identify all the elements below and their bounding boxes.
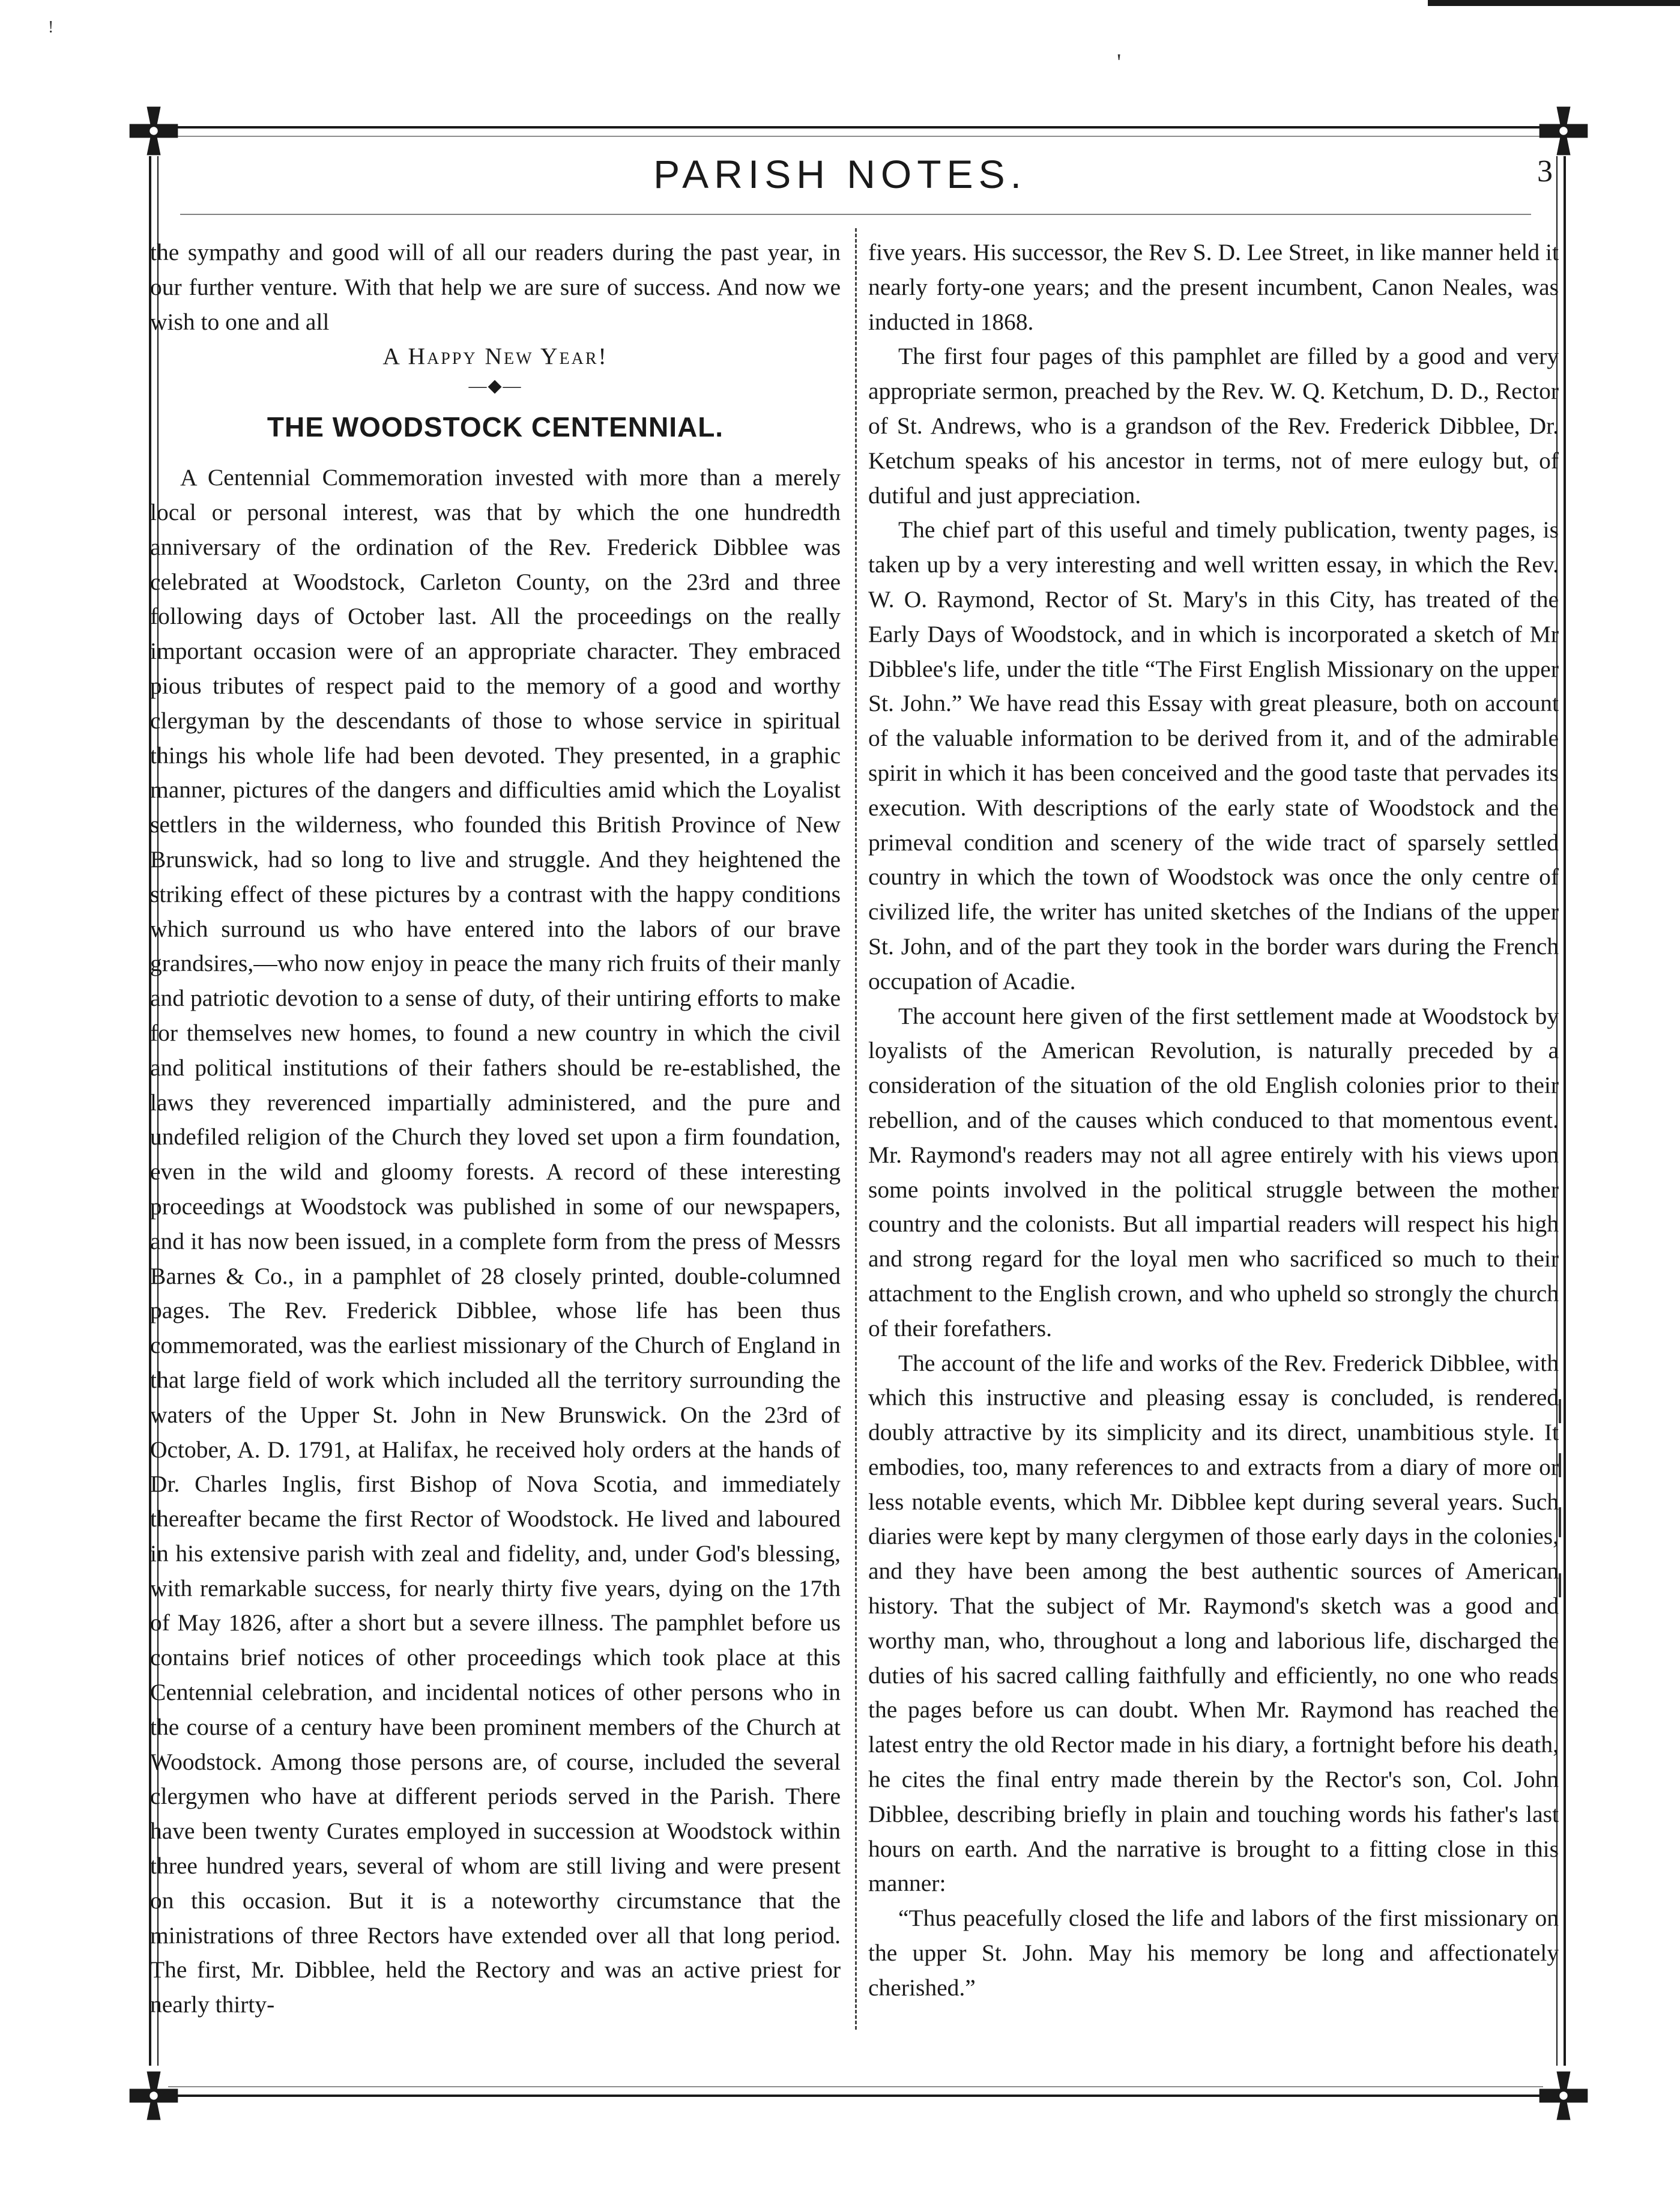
column-divider (855, 228, 857, 2030)
article-heading: THE WOODSTOCK CENTENNIAL. (267, 411, 724, 443)
corner-cross-icon (1535, 2067, 1592, 2125)
right-column (868, 235, 1559, 2031)
frame-bottom-rule (168, 2095, 1543, 2097)
header-rule (180, 214, 1531, 215)
left-column (150, 235, 841, 2031)
paragraph-sermon: The first four pages of this pamphlet are filled by a good and very appropriate sermon, preached by the Rev. W. Q. Ketchum, D. D., Rector of St. Andrews, who is a grandson of the Rev. Frederick Dibblee, Dr. Ketchum speaks of his ancestor in terms, not of mere eulogy but, of dutiful and just appreciation. (868, 343, 1559, 509)
top-edge-bar (1428, 0, 1680, 6)
margin-mark (1559, 1453, 1561, 1477)
frame-right-rule (1564, 156, 1566, 2066)
margin-mark (1559, 1399, 1561, 1423)
ornament-divider: —◆— (468, 376, 522, 396)
page-header-title: PARISH NOTES. (653, 152, 1027, 196)
frame-top-rule-thin (168, 136, 1543, 137)
paragraph-settlement: The account here given of the first settlement made at Woodstock by loyalists of the American Revolution, is naturally preceded by a consideration of the situation of the old English colonies prior to their rebellion, and of the causes which conduced to that momentous event. Mr. Raymond's readers may not all agree entirely with his views upon some points involved in the political struggle between the mother country and the colonists. But all impartial readers will respect his high and strong regard for the loyal men who sacrificed so much to their attachment to the English crown, and who upheld so strongly the church of their forefathers. (868, 1002, 1559, 1341)
frame-bottom-rule-thin (168, 2086, 1543, 2087)
frame-top-rule (168, 126, 1543, 129)
paragraph-essay: The chief part of this useful and timely publication, twenty pages, is taken up by a very interesting and well written essay, in which the Rev. W. O. Raymond, Rector of St. Mary's in this City, has treated of the Early Days of Woodstock, and in which is incorporated a sketch of Mr Dibblee's life, under the title “The First English Missionary on the upper St. John.” We have read this Essay with great pleasure, both on account of the valuable information to be derived from it, and of the admirable spirit in which it has been conceived and the good taste that pervades its execution. With descriptions of the early state of Woodstock and the primeval condition and scenery of the wide tract of sparsely settled country in which the town of Woodstock was once the only centre of civilized life, the writer has united sketches of the Indians of the upper St. John, and of the part they took in the border wars during the French occupation of Acadie. (868, 516, 1559, 994)
corner-cross-icon (125, 2067, 183, 2125)
print-speck: ! (48, 18, 54, 37)
paragraph-continuation: five years. His successor, the Rev S. D. Lee Street, in like manner held it nearly forty-one years; and the present incumbent, Canon Neales, was inducted in 1868. (868, 239, 1559, 335)
page-number: 3 (1537, 154, 1553, 189)
print-speck: ' (1117, 49, 1122, 76)
margin-mark (1559, 1573, 1561, 1597)
closing-quote: “Thus peacefully closed the life and labors of the first missionary on the upper St. John. May his memory be long and affectionately cherished.” (868, 1905, 1559, 2001)
article-body: A Centennial Commemoration invested with more than a merely local or personal interest, was that by which the one hundredth anniversary of the ordination of the Rev. Frederick Dibblee was celebrated at Woodstock, Carleton County, on the 23rd and three following days of October last. All the proceedings on the really important occasion were of an appropriate character. They embraced pious tributes of respect paid to the memory of a good and worthy clergyman by the descendants of those to whose service in spiritual things his whole life had been devoted. They presented, in a graphic manner, pictures of the dangers and difficulties amid which the Loyalist settlers in the wilderness, who founded this British Province of New Brunswick, had so long to live and struggle. And they heightened the striking effect of these pictures by a contrast with the happy conditions which surround us who have entered into the labors of our brave grandsires,—who now enjoy in peace the many rich fruits of their manly and patriotic devotion to a sense of duty, of their untiring efforts to make for themselves new homes, to found a new country in which the civil and political institutions of their fathers should be re-established, the laws they reverenced impartially administered, and the pure and undefiled religion of the Church they loved set upon a firm foundation, even in the wild and gloomy forests. A record of these interesting proceedings at Woodstock was published in some of our newspapers, and it has now been issued, in a complete form from the press of Messrs Barnes & Co., in a pamphlet of 28 closely printed, double-columned pages. The Rev. Frederick Dibblee, whose life has been thus commemorated, was the earliest missionary of the Church of England in that large field of work which included all the territory surrounding the waters of the Upper St. John in New Brunswick. On the 23rd of October, A. D. 1791, at Halifax, he received holy orders at the hands of Dr. Charles Inglis, first Bishop of Nova Scotia, and immediately thereafter became the first Rector of Woodstock. He lived and laboured in his extensive parish with zeal and fidelity, and, under God's blessing, with remarkable success, for nearly thirty five years, dying on the 17th of May 1826, after a short but a severe illness. The pamphlet before us contains brief notices of other proceedings which took place at this Centennial celebration, and incidental notices of other persons who in the course of a century have been prominent members of the Church at Woodstock. Among those persons are, of course, included the several clergymen who have at different periods served in the Parish. There have been twenty Curates employed in succession at Woodstock within three hundred years, several of whom are still living and were present on this occasion. But it is a noteworthy circumstance that the ministrations of three Rectors have extended over all that long period. The first, Mr. Dibblee, held the Rectory and was an active priest for nearly thirty- (150, 464, 841, 2018)
new-year-greeting: A Happy New Year! (382, 343, 608, 370)
margin-mark (1559, 1507, 1561, 1537)
intro-paragraph: the sympathy and good will of all our readers during the past year, in our further venture. With that help we are sure of success. And now we wish to one and all (150, 239, 841, 335)
paragraph-diary: The account of the life and works of the Rev. Frederick Dibblee, with which this instructive and pleasing essay is concluded, is rendered doubly attractive by its simplicity and its direct, unambitious style. It embodies, too, many references to and extracts from a diary of more or less notable events, which Mr. Dibblee kept during several years. Such diaries were kept by many clergymen of those early days in the colonies, and they have been among the best authentic sources of American history. That the subject of Mr. Raymond's sketch was a good and worthy man, who, throughout a long and laborious life, discharged the duties of his sacred calling faithfully and efficiently, no one who reads the pages before us can doubt. When Mr. Raymond has reached the latest entry the old Rector made in his diary, a fortnight before his death, he cites the final entry made therein by the Rector's son, Col. John Dibblee, describing briefly in plain and touching words his father's last hours on earth. And the narrative is brought to a fitting close in this manner: (868, 1349, 1559, 1897)
